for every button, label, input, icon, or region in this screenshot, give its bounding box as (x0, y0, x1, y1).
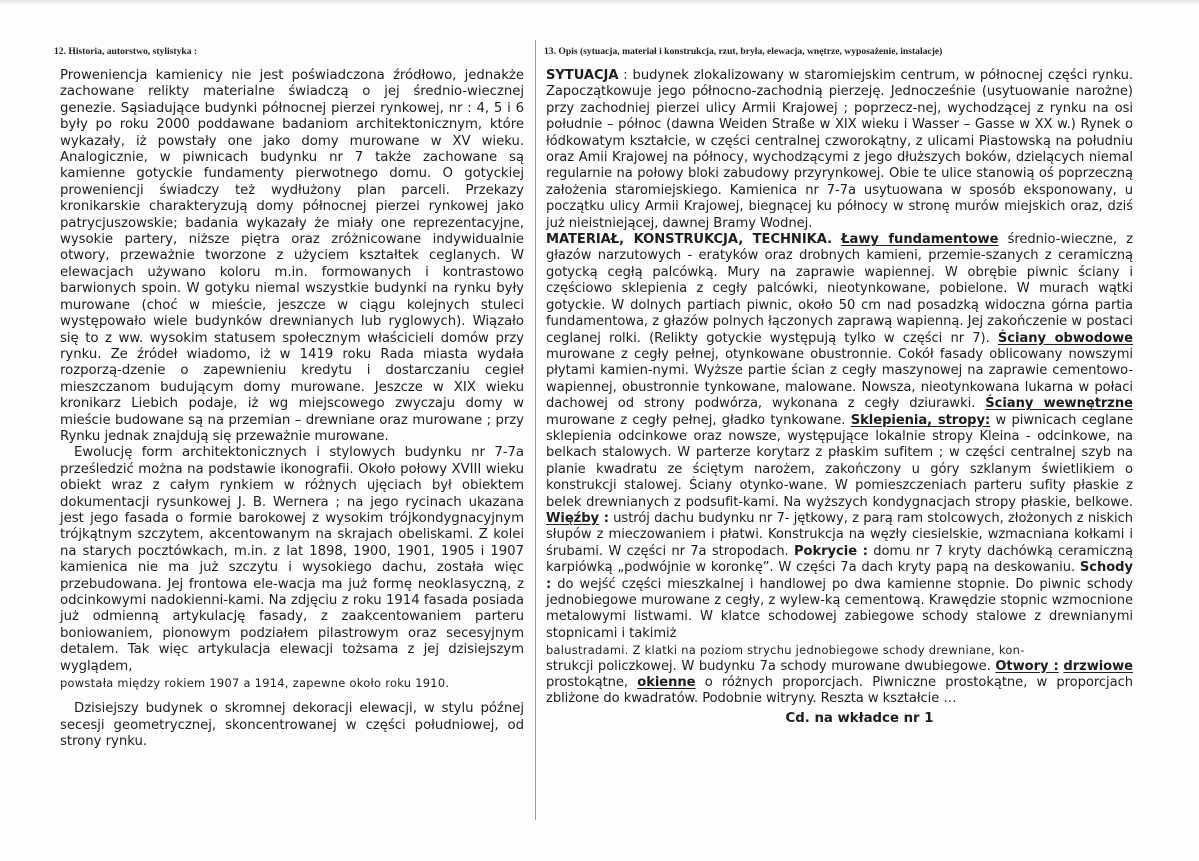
section-history (54, 46, 524, 751)
label-trusses: Więźby (546, 510, 600, 526)
text-vaults: w piwnicach ceglane sklepienia odcinkowe oraz nowsze, występujące lokalnie stropy Kleina - odcinkowe, na belkach stalowych. W parterze korytarz z płaskim sufitem ; w części centralnej szyb na planie kwadratu ze ściętym narożem, zakończony u góry szklanym świetlikiem o konstrukcji stalowej. Ściany otynko-wane. W pomieszczeniach parteru sufity płaskie z belek drewnianych z podsufit-kami. Na wyższych kondygnacjach stropy płaskie, belkowe. (546, 412, 1133, 510)
label-openings: Otwory : (995, 658, 1059, 674)
paragraph-provenance: Proweniencja kamienicy nie jest poświadczona źródłowo, jednakże zachowane relikty materialne świadczą o jej średnio-wiecznej genezie. Sąsiadujące budynki północnej pierzei rynkowej, nr : 4, 5 i 6 były po roku 2000 poddawane badaniom architektonicznym, które wykazały, iż powstały one jako domy murowane w XV wieku. Analogicznie, w piwnicach budynku nr 7 także zachowane są kamienne gotyckie fundamenty pierwotnego domu. O gotyckiej proweniencji świadczy też wydłużony plan parceli. Przekazy kronikarskie charakteryzują domy północnej pierzei rynkowej jako patrycjuszowskie; badania wykazały że miały one reprezentacyjne, wysokie partery, niższe piętra oraz zróżnicowane indywidualnie otwory, przeważnie tworzone z użyciem kształtek ceglanych. W elewacjach używano koloru m.in. formowanych i kontrastowo barwionych spoin. W gotyku niemal wszystkie budynki na rynku były murowane (choć w mieście, jeszcze w ciągu kolejnych stuleci występowało wiele budynków drewnianych lub ryglowych). Wiązało się to z ww. wysokim statusem społecznym właścicieli domów przy rynku. Ze źródeł wiadomo, iż w 1419 roku Rada miasta wydała rozporzą-dzenie o zapewnieniu kredytu i dostarczaniu cegieł mieszczanom budującym domy murowane. Jeszcze w XIX wieku kronikarz Liebich podaje, iż wg miejscowego zwyczaju domy w mieście budowane są na przemian – drewniane oraz murowane ; przy Rynku jednak znajdują się przeważnie murowane. (60, 68, 524, 444)
column-divider (535, 40, 536, 820)
paragraph-material (546, 232, 1133, 642)
section-description (546, 46, 1133, 726)
text-inner-walls: murowane z cegły pełnej, gładko tynkowane. (546, 412, 851, 428)
paragraph-evolution: Ewolucję form architektonicznych i stylowych budynku nr 7-7a prześledzić można na podstawie ikonografii. Około połowy XVIII wieku obiekt wraz z całym rynkiem w różnych ujęciach był obiektem dokumentacji rysunkowej J. B. Wernera ; na jego rycinach ukazana jest jego fasada o formie barokowej z wysokim trójkondygnacyjnym trójkątnym szczytem, akcentowanym na skrajach obeliskami. Z kolei na starych pocztówkach, m.in. z lat 1898, 1900, 1901, 1905 i 1907 kamienica nie ma już szczytu i wysokiego dachu, została więc przebudowana. Jej frontowa ele-wacja ma już formę neoklasyczną, z odcinkowymi nadokienni-kami. Na zdjęciu z roku 1914 fasada posiada już odmienną artykulację fasady, z zaakcentowaniem parteru boniowaniem, pionowym podziałem pilastrowym oraz secesyjnym detalem. Tak więc artykulacja elewacji tożsama z jej dzisiejszym wyglądem, (60, 445, 524, 674)
label-doors: drzwiowe (1063, 658, 1133, 674)
paragraph-stairs-small: balustradami. Z klatki na poziom strychu jednobiegowe schody drewniane, kon- (546, 643, 1025, 658)
scan-edge-shadow (0, 0, 1199, 6)
text-trusses: ustrój dachu budynku nr 7- jętkowy, z parą ram stolcowych, złożonych z niskich słupów z mieczowaniem i płatwi. Konstrukcja na węzły ciesielskie, wzmacniana kołkami i śrubami. W części nr 7a stropodach. (546, 510, 1134, 559)
section-heading-history: 12. Historia, autorstwo, stylistyka : (54, 46, 198, 57)
trusses-colon: : (599, 510, 609, 526)
label-roofing: Pokrycie : (794, 543, 868, 559)
continued-note: Cd. na wkładce nr 1 (785, 710, 934, 726)
text-outer-walls: murowane z cegły pełnej, otynkowane obustronnie. Cokół fasady oblicowany nowszymi płytami kamien-nymi. Wyższe partie ścian z cegły maszynowej na zaprawie cementowo-wapiennej, obustronnie tynkowane, malowane. Nowsza, nieotynkowana lukarna w połaci dachowej od strony podwórza, wykonana z cegły dziurawki. (546, 346, 1133, 412)
label-vaults: Sklepienia, stropy: (850, 412, 991, 428)
paragraph-openings (546, 659, 1133, 708)
label-inner-walls: Ściany wewnętrzne (985, 396, 1133, 412)
label-foundations: Ławy fundamentowe (841, 232, 999, 248)
label-windows: okienne (637, 675, 696, 691)
paragraph-evolution-tail: powstała między rokiem 1907 a 1914, zapewne około roku 1910. (60, 676, 450, 691)
label-situation: SYTUACJA (546, 68, 619, 83)
label-outer-walls: Ściany obwodowe (997, 330, 1133, 346)
text-roofing: domu nr 7 kryty dachówką ceramiczną karpiówką „podwójnie w koronkę”. W części 7a dach kryty papą na deskowaniu. (546, 543, 1133, 576)
label-stairs: Schody : (546, 560, 1133, 592)
text-windows: o różnych proporcjach. Piwniczne prostokątne, w proporcjach zbliżone do kwadratów. Podobnie witryny. Reszta w kształcie … (546, 675, 1134, 707)
text-stairs-tail: strukcji policzkowej. W budynku 7a schody murowane dwubiegowe. (546, 658, 996, 674)
text-situation: : budynek zlokalizowany w staromiejskim centrum, w północnej części rynku. Zapoczątkowuje jego północno-zachodnią pierzeję. Jednocześnie (usytuowanie narożne) przy zachodniej pierzei ulicy Armii Krajowej ; poprzecz-nej, wychodzącej z rynku na osi południe – północ (dawna Weiden Straße w XIX wieku i Wasser – Gasse w XX w.) Rynek o łódkowatym kształcie, w części centralnej czworokątny, z ulicami Piastowską na południu oraz Amii Krajowej na północy, wychodzącymi z jego dłuższych boków, dzielących niemal regularnie na połowy bloki zabudowy przyrynkowej. Obie te ulice stanowią oś poprzeczną założenia staromiejskiego. Kamienica nr 7-7a usytuowana w sposób eksponowany, u początku ulicy Armii Krajowej, biegnącej ku północy w stronę murów miejskich oraz, dziś już nieistniejącej, dawnej Bramy Wodnej. (546, 68, 1133, 231)
text-stairs: do wejść części mieszkalnej i handlowej po dwa kamienne stopnie. Do piwnic schody jednobiegowe murowane z cegły, z wylew-ką cementową. Krawędzie stopnic wzmocnione metalowymi listwami. W klatce schodowej zabiegowe schody stalowe z drewnianymi stopnicami i takimiż (546, 576, 1133, 641)
label-material: MATERIAŁ, KONSTRUKCJA, TECHNIKA. (546, 232, 832, 248)
text-doors: prostokątne, (546, 675, 638, 691)
section-heading-description: 13. Opis (sytuacja, materiał i konstrukcja, rzut, bryła, elewacja, wnętrze, wyposażenie, instalacje) (544, 46, 943, 57)
paragraph-situation (546, 68, 1133, 232)
text-foundations: średnio-wieczne, z głazów narzutowych - eratyków oraz drobnych kamieni, przemie-szanych z ceramiczną gotycką cegłą palcówką. Mury na zaprawie wapiennej. W obrębie piwnic ściany i częściowo sklepienia z cegły palcówki, nieotynkowane, pobielone. W murach wątki gotyckie. W dolnych partiach piwnic, około 50 cm nad posadzką widoczna górna partia fundamentowa, z głazów polnych łączonych zaprawą wapienną. Jej zakończenie w postaci ceglanej rolki. (Relikty gotyckie występują tylko w części nr 7). (546, 232, 1133, 346)
paragraph-current-building: Dzisiejszy budynek o skromnej dekoracji elewacji, w stylu późnej secesji geometrycznej, skoncentrowanej w części południowej, od strony rynku. (60, 701, 524, 750)
